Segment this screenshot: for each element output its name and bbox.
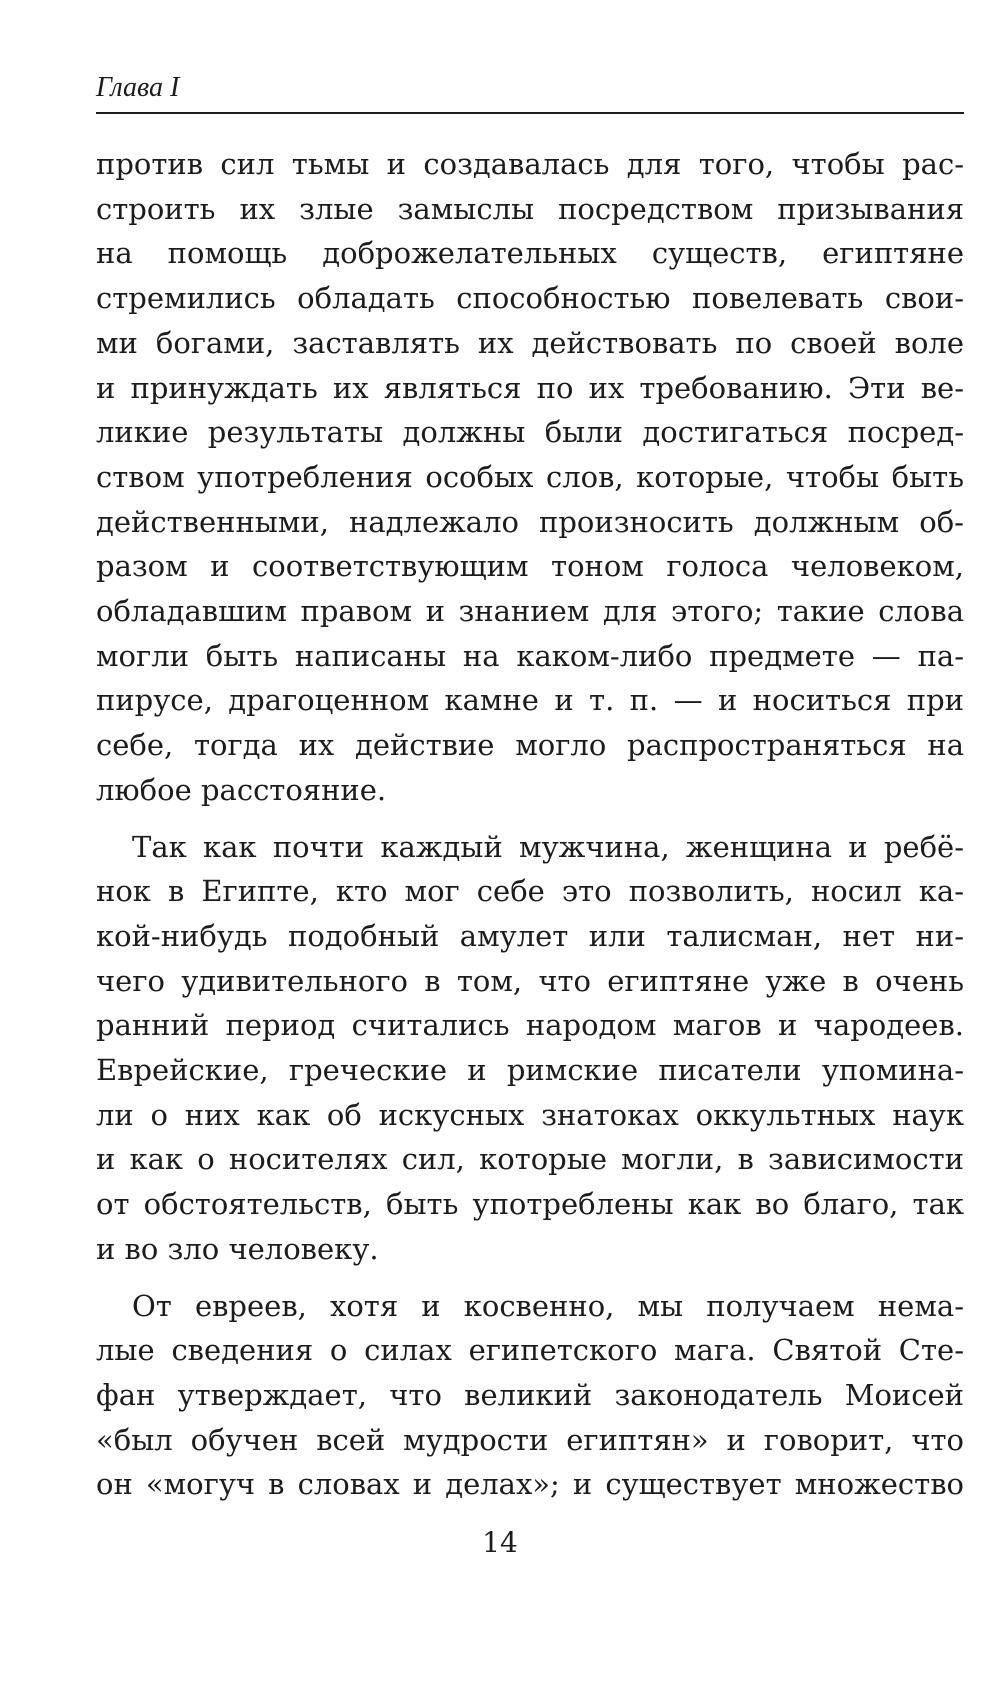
text-line: от обстоятельств, быть употреблены как во благо, так xyxy=(96,1187,964,1222)
chapter-title: Глава I xyxy=(96,72,180,103)
text-line: могли быть написаны на каком-либо предмете — па- xyxy=(96,638,964,673)
text-line: ликие результаты должны были достигаться посред- xyxy=(96,415,964,450)
text-line: лые сведения о силах египетского мага. Святой Сте- xyxy=(96,1333,964,1368)
text-line: «был обучен всей мудрости египтян» и говорит, что xyxy=(96,1422,964,1457)
text-line: ством употребления особых слов, которые, чтобы быть xyxy=(96,459,964,494)
text-line: Так как почти каждый мужчина, женщина и ребё- xyxy=(132,829,964,864)
text-line: и принуждать их являться по их требованию. Эти ве- xyxy=(96,370,964,405)
text-line: обладавшим правом и знанием для этого; такие слова xyxy=(96,594,964,629)
text-line: он «могуч в словах и делах»; и существует множество xyxy=(96,1467,964,1502)
text-line: против сил тьмы и создавалась для того, чтобы рас- xyxy=(96,147,964,181)
text-line: ли о них как об искусных знатоках оккультных наук xyxy=(96,1097,964,1132)
text-line: и как о носителях сил, которые могли, в зависимости xyxy=(96,1142,964,1177)
text-line: строить их злые замыслы посредством призывания xyxy=(96,191,964,226)
text-line: кой-нибудь подобный амулет или талисман, нет ни- xyxy=(96,918,964,953)
paragraph-1 xyxy=(96,142,964,813)
text-line: действенными, надлежало произносить должным об- xyxy=(96,504,964,539)
text-line: любое расстояние. xyxy=(96,772,387,807)
text-line: ранний период считались народом магов и чародеев. xyxy=(96,1008,964,1043)
paragraph-2 xyxy=(96,825,964,1272)
text-line: ми богами, заставлять их действовать по своей воле xyxy=(96,325,964,360)
text-line: на помощь доброжелательных существ, египтяне xyxy=(96,236,964,271)
text-line: себе, тогда их действие могло распространяться на xyxy=(96,728,964,763)
paragraph-3 xyxy=(96,1284,964,1508)
body-text xyxy=(96,142,964,1519)
text-line: нок в Египте, кто мог себе это позволить, носил ка- xyxy=(96,874,964,909)
page-number: 14 xyxy=(482,1526,518,1559)
text-line: стремились обладать способностью повелевать свои- xyxy=(96,281,964,316)
header-divider xyxy=(96,112,964,114)
text-line: пирусе, драгоценном камне и т. п. — и носиться при xyxy=(96,683,964,718)
text-line: Еврейские, греческие и римские писатели упомина- xyxy=(96,1053,964,1088)
text-line: фан утверждает, что великий законодатель Моисей xyxy=(96,1377,964,1412)
text-line: и во зло человеку. xyxy=(96,1231,379,1266)
text-line: разом и соответствующим тоном голоса человеком, xyxy=(96,549,964,584)
running-header xyxy=(96,70,964,110)
text-line: От евреев, хотя и косвенно, мы получаем нема- xyxy=(132,1288,964,1323)
text-line: чего удивительного в том, что египтяне уже в очень xyxy=(96,963,964,998)
